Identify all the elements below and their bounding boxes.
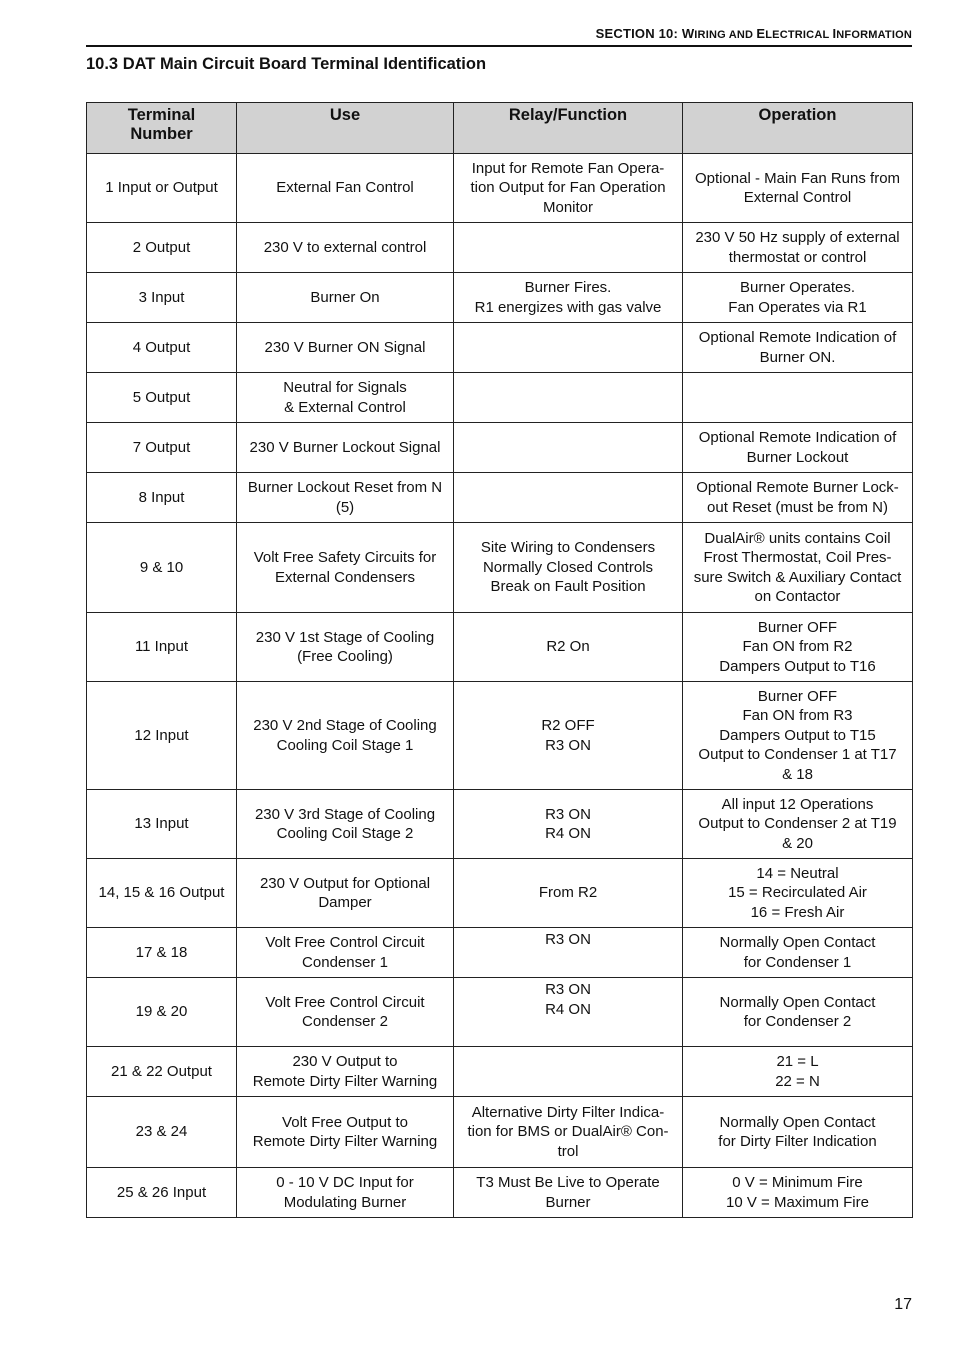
cell-use: 230 V Burner ON Signal [237,323,454,373]
cell-relay: From R2 [454,859,683,928]
table-row [87,1097,913,1168]
cell-use: 230 V Output for Optional Damper [237,859,454,928]
document-title: 10.3 DAT Main Circuit Board Terminal Identification [86,55,487,73]
cell-terminal: 7 Output [87,423,237,473]
cell-operation: Burner OFF Fan ON from R3 Dampers Output to T15 Output to Condenser 1 at T17 & 18 [683,682,913,790]
cell-relay [454,223,683,273]
table-row [87,859,913,928]
cell-terminal: 13 Input [87,790,237,859]
section-title-i: I [832,26,837,41]
cell-relay [454,1047,683,1097]
cell-use: Burner On [237,273,454,323]
cell-relay [454,473,683,523]
cell-use: 230 V Burner Lockout Signal [237,423,454,473]
cell-use: Volt Free Control Circuit Condenser 2 [237,978,454,1047]
table-row [87,423,913,473]
cell-terminal: 2 Output [87,223,237,273]
table-row [87,223,913,273]
page-number: 17 [894,1296,912,1313]
cell-operation: Optional Remote Indication of Burner ON. [683,323,913,373]
cell-operation: 0 V = Minimum Fire 10 V = Maximum Fire [683,1168,913,1218]
cell-use: 230 V Output to Remote Dirty Filter Warning [237,1047,454,1097]
table-row [87,978,913,1047]
column-header-terminal: Terminal Number [87,103,237,154]
cell-operation: Normally Open Contact for Dirty Filter Indication [683,1097,913,1168]
column-header-use: Use [237,103,454,154]
cell-operation: Optional - Main Fan Runs from External Control [683,154,913,223]
cell-operation [683,373,913,423]
section-title-part1: IRING AND [694,29,757,41]
column-header-operation: Operation [683,103,913,154]
cell-relay: Site Wiring to Condensers Normally Closed Controls Break on Fault Position [454,523,683,613]
cell-use: 230 V 2nd Stage of Cooling Cooling Coil Stage 1 [237,682,454,790]
cell-relay: R3 ON R4 ON [454,790,683,859]
cell-use: 0 - 10 V DC Input for Modulating Burner [237,1168,454,1218]
table-row [87,154,913,223]
cell-operation: 21 = L 22 = N [683,1047,913,1097]
cell-terminal: 3 Input [87,273,237,323]
header-rule [86,45,912,47]
cell-operation: All input 12 Operations Output to Condenser 2 at T19 & 20 [683,790,913,859]
section-header [86,26,912,41]
cell-use: Volt Free Control Circuit Condenser 1 [237,928,454,978]
cell-use: Volt Free Safety Circuits for External Condensers [237,523,454,613]
section-title-w: W [681,26,695,41]
cell-use: External Fan Control [237,154,454,223]
cell-use: Neutral for Signals & External Control [237,373,454,423]
cell-relay: R2 OFF R3 ON [454,682,683,790]
terminal-table [86,102,913,1218]
table-row [87,373,913,423]
cell-operation: Normally Open Contact for Condenser 1 [683,928,913,978]
cell-terminal: 21 & 22 Output [87,1047,237,1097]
cell-terminal: 4 Output [87,323,237,373]
table-row [87,1047,913,1097]
section-title-part3: NFORMATION [836,29,912,41]
cell-terminal: 11 Input [87,613,237,682]
cell-relay: R3 ON R4 ON [454,978,683,1047]
table-row [87,273,913,323]
cell-terminal: 25 & 26 Input [87,1168,237,1218]
cell-relay [454,323,683,373]
cell-operation: Burner Operates. Fan Operates via R1 [683,273,913,323]
cell-use: 230 V to external control [237,223,454,273]
cell-relay: Burner Fires. R1 energizes with gas valve [454,273,683,323]
section-label: SECTION 10: [595,26,678,41]
table-row [87,1168,913,1218]
table-row [87,682,913,790]
table-header-row [87,103,913,154]
cell-relay: Alternative Dirty Filter Indica- tion for BMS or DualAir® Con- trol [454,1097,683,1168]
cell-relay: Input for Remote Fan Opera- tion Output for Fan Operation Monitor [454,154,683,223]
cell-operation: Normally Open Contact for Condenser 2 [683,978,913,1047]
table-row [87,928,913,978]
cell-relay: R3 ON [454,928,683,978]
section-title-e: E [756,26,766,41]
cell-operation: Optional Remote Indication of Burner Lockout [683,423,913,473]
cell-relay: R2 On [454,613,683,682]
cell-operation: Optional Remote Burner Lock- out Reset (must be from N) [683,473,913,523]
cell-operation: DualAir® units contains Coil Frost Thermostat, Coil Pres- sure Switch & Auxiliary Contact on Contactor [683,523,913,613]
column-header-relay: Relay/Function [454,103,683,154]
cell-terminal: 14, 15 & 16 Output [87,859,237,928]
cell-relay: T3 Must Be Live to Operate Burner [454,1168,683,1218]
cell-operation: Burner OFF Fan ON from R2 Dampers Output to T16 [683,613,913,682]
cell-relay [454,373,683,423]
cell-terminal: 23 & 24 [87,1097,237,1168]
cell-terminal: 8 Input [87,473,237,523]
cell-terminal: 19 & 20 [87,978,237,1047]
cell-use: 230 V 1st Stage of Cooling (Free Cooling) [237,613,454,682]
cell-terminal: 9 & 10 [87,523,237,613]
table-row [87,613,913,682]
table-row [87,473,913,523]
cell-relay [454,423,683,473]
cell-terminal: 17 & 18 [87,928,237,978]
table-row [87,323,913,373]
cell-use: Burner Lockout Reset from N (5) [237,473,454,523]
cell-use: 230 V 3rd Stage of Cooling Cooling Coil Stage 2 [237,790,454,859]
table-row [87,790,913,859]
cell-terminal: 5 Output [87,373,237,423]
cell-terminal: 12 Input [87,682,237,790]
cell-use: Volt Free Output to Remote Dirty Filter Warning [237,1097,454,1168]
cell-operation: 230 V 50 Hz supply of external thermostat or control [683,223,913,273]
cell-terminal: 1 Input or Output [87,154,237,223]
table-row [87,523,913,613]
section-title-part2: LECTRICAL [765,29,833,41]
cell-operation: 14 = Neutral 15 = Recirculated Air 16 = Fresh Air [683,859,913,928]
